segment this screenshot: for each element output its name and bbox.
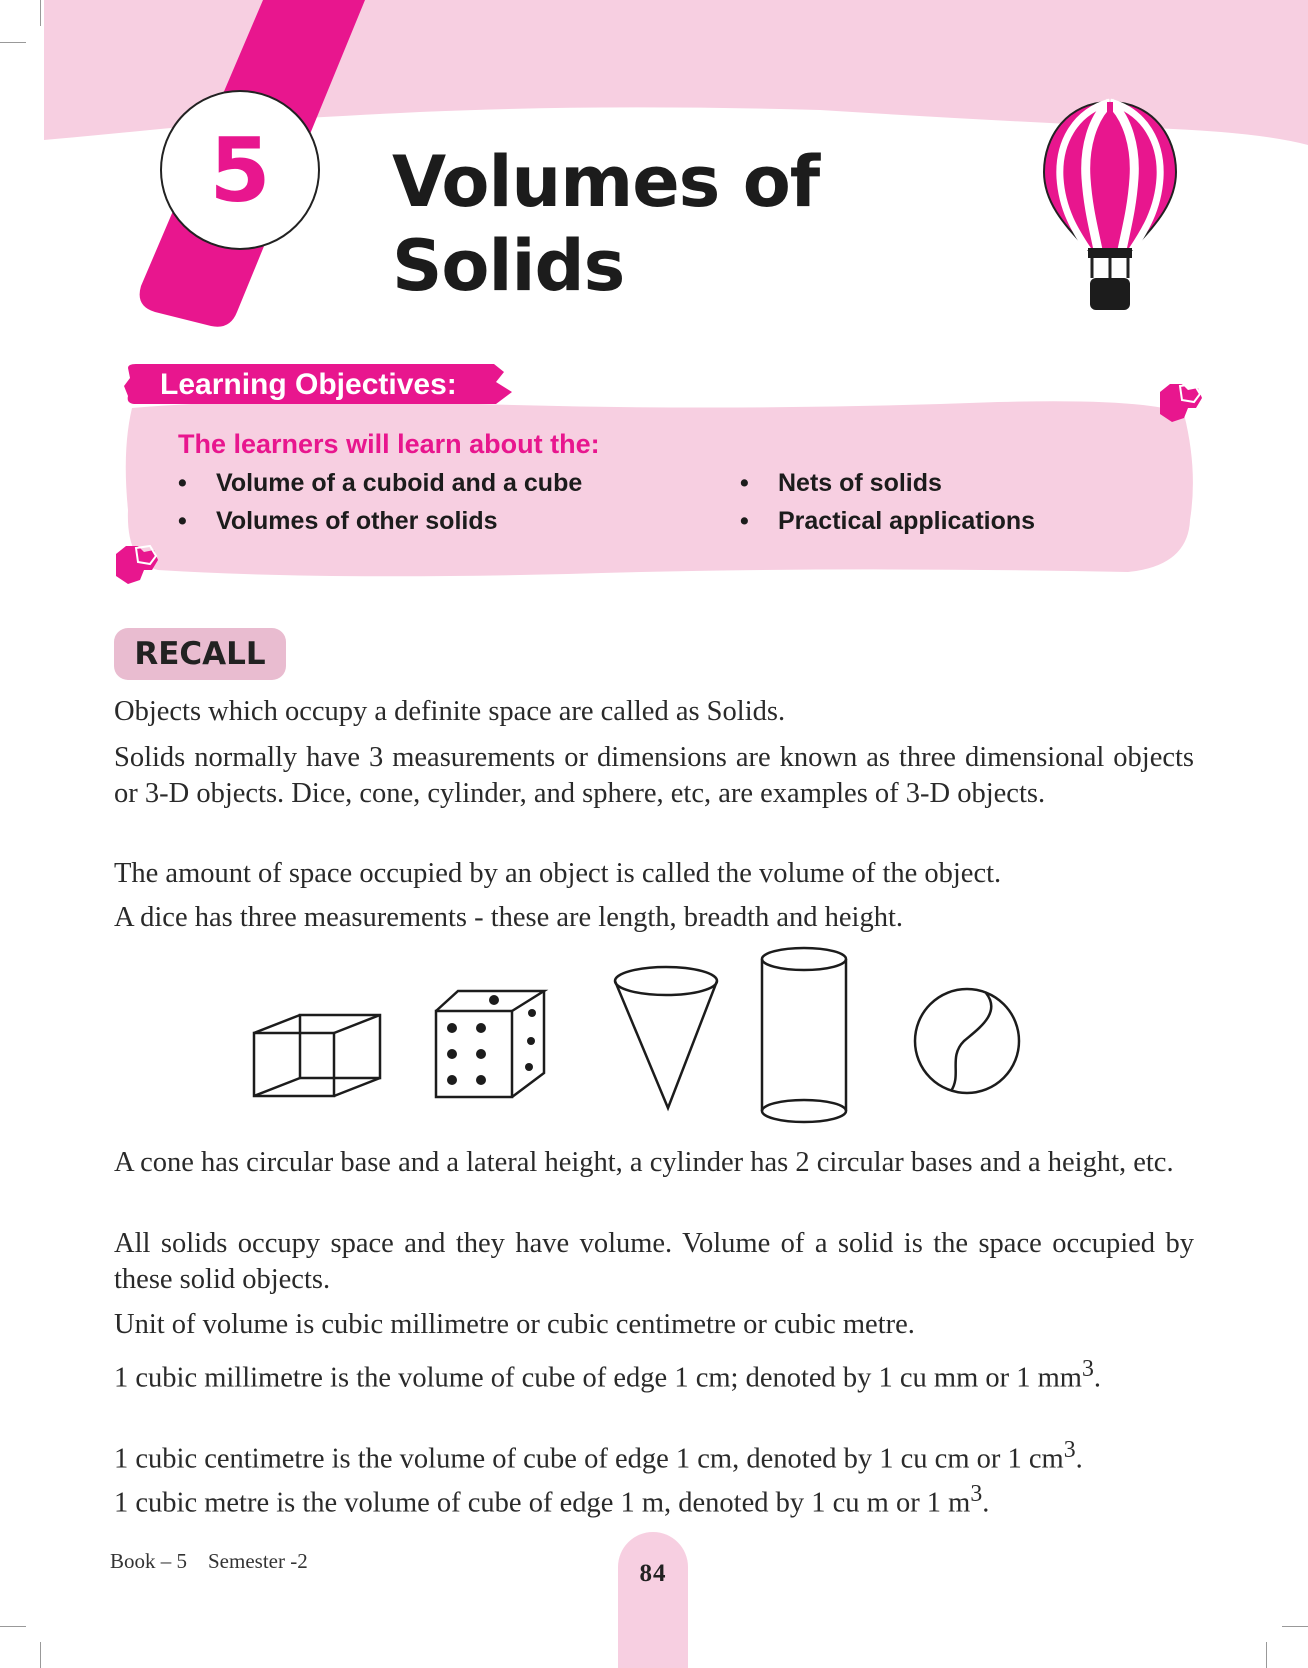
- page-number: 84: [639, 1560, 667, 1587]
- crop-mark: [0, 1626, 26, 1627]
- ornament-icon: [1154, 378, 1204, 424]
- objective-item: • Volumes of other solids: [178, 507, 498, 535]
- unit-line-end: .: [982, 1487, 990, 1519]
- ornament-icon: [110, 540, 160, 586]
- superscript: 3: [1081, 1356, 1094, 1382]
- objective-text: Volume of a cuboid and a cube: [216, 469, 583, 497]
- objective-item: • Volume of a cuboid and a cube: [178, 469, 583, 497]
- objective-item: • Nets of solids: [740, 469, 942, 497]
- objective-item: • Practical applications: [740, 507, 1036, 535]
- footer-book-info: Book – 5 Semester -2: [110, 1549, 308, 1573]
- cylinder-figure: [762, 948, 846, 1122]
- chapter-number: 5: [160, 90, 320, 250]
- recall-paragraph: The amount of space occupied by an object is called the volume of the object.: [114, 858, 1002, 889]
- recall-badge: RECALL: [114, 628, 286, 680]
- crop-mark: [1266, 1642, 1267, 1668]
- unit-line: [114, 1351, 1194, 1397]
- unit-line-end: .: [1075, 1443, 1083, 1475]
- dice-figure: [436, 991, 544, 1097]
- recall-paragraph: Objects which occupy a definite space are called as Solids.: [114, 696, 786, 727]
- recall-paragraph: Unit of volume is cubic millimetre or cubic centimetre or cubic metre.: [114, 1309, 915, 1340]
- recall-paragraph: A cone has circular base and a lateral height, a cylinder has 2 circular bases and a height, etc.: [114, 1147, 1174, 1178]
- crop-mark: [1282, 1626, 1308, 1627]
- objective-text: Volumes of other solids: [216, 507, 498, 535]
- unit-line: [114, 1476, 1194, 1522]
- recall-paragraph: A dice has three measurements - these are length, breadth and height.: [114, 902, 903, 933]
- hot-air-balloon-icon: [1040, 98, 1180, 314]
- unit-line-text: 1 cubic metre is the volume of cube of edge 1 m, denoted by 1 cu m or 1 m: [114, 1487, 971, 1519]
- chapter-title-line: Volumes of: [392, 141, 820, 223]
- recall-paragraph: All solids occupy space and they have volume. Volume of a solid is the space occupied by these solid objects.: [114, 1228, 1194, 1295]
- unit-line-text: 1 cubic centimetre is the volume of cube of edge 1 cm, denoted by 1 cu cm or 1 cm: [114, 1443, 1064, 1475]
- superscript: 3: [1063, 1437, 1076, 1463]
- unit-line: [114, 1432, 1194, 1478]
- superscript: 3: [970, 1481, 983, 1507]
- cuboid-figure: [254, 1015, 380, 1096]
- crop-mark: [40, 1642, 41, 1668]
- unit-line-end: .: [1093, 1362, 1101, 1394]
- unit-line-text: 1 cubic millimetre is the volume of cube of edge 1 cm; denoted by 1 cu mm or 1 mm: [114, 1362, 1082, 1394]
- objective-text: Practical applications: [778, 507, 1036, 535]
- recall-paragraph: Solids normally have 3 measurements or dimensions are known as three dimensional objects or 3-D objects. Dice, cone, cylinder, and sphere, etc, are examples of 3-D objects.: [114, 742, 1194, 809]
- solids-illustration: [250, 945, 1060, 1125]
- objective-text: Nets of solids: [778, 469, 942, 497]
- objectives-heading: Learning Objectives:: [160, 368, 457, 401]
- page-number-tab: [618, 1532, 688, 1668]
- cone-figure: [615, 967, 717, 1108]
- chapter-title-line: Solids: [392, 225, 625, 307]
- sphere-figure: [915, 989, 1019, 1093]
- chapter-title: [392, 140, 952, 308]
- objectives-intro: The learners will learn about the:: [178, 429, 600, 459]
